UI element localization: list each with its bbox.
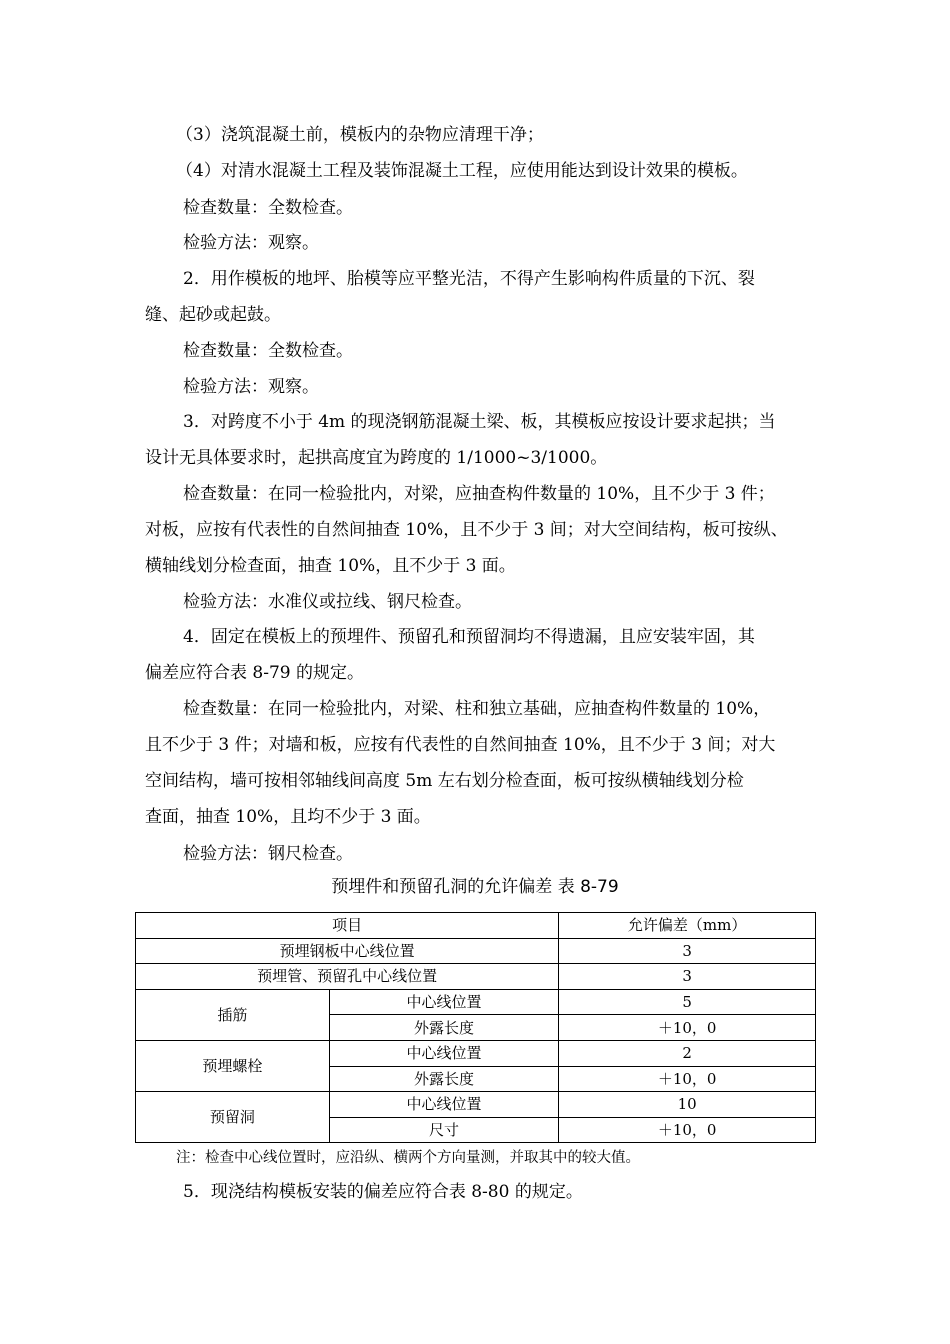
row-item: 预埋管、预留孔中心线位置 (136, 964, 559, 990)
row-group: 预留洞 (136, 1092, 330, 1143)
row-subitem: 中心线位置 (329, 1092, 559, 1118)
row-subitem: 中心线位置 (329, 989, 559, 1015)
tolerance-table (135, 912, 816, 1143)
table-row (136, 964, 816, 990)
row-value: ＋10，0 (559, 1066, 816, 1092)
paragraph-line: 检查数量：在同一检验批内，对梁，应抽查构件数量的 10%，且不少于 3 件； (183, 484, 775, 504)
paragraph-line: 对板，应按有代表性的自然间抽查 10%，且不少于 3 间；对大空间结构，板可按纵、 (145, 520, 788, 540)
row-value: 3 (559, 964, 816, 990)
row-value: 3 (559, 938, 816, 964)
paragraph-line: 检查数量：全数检查。 (183, 341, 353, 361)
paragraph-line: 检验方法：观察。 (183, 233, 319, 253)
paragraph-line: 4．固定在模板上的预埋件、预留孔和预留洞均不得遗漏，且应安装牢固，其 (183, 627, 755, 647)
table-note: 注：检查中心线位置时，应沿纵、横两个方向量测，并取其中的较大值。 (176, 1150, 640, 1166)
row-subitem: 尺寸 (329, 1117, 559, 1143)
row-value: ＋10，0 (559, 1015, 816, 1041)
table-row (136, 938, 816, 964)
table-row (136, 989, 816, 1015)
paragraph-line: （4）对清水混凝土工程及装饰混凝土工程，应使用能达到设计效果的模板。 (176, 161, 748, 181)
closing-paragraph: 5．现浇结构模板安装的偏差应符合表 8-80 的规定。 (183, 1182, 583, 1202)
paragraph-line: 查面，抽查 10%，且均不少于 3 面。 (145, 807, 431, 827)
row-subitem: 外露长度 (329, 1066, 559, 1092)
row-value: ＋10，0 (559, 1117, 816, 1143)
paragraph-line: 检查数量：全数检查。 (183, 198, 353, 218)
row-group: 预埋螺栓 (136, 1040, 330, 1091)
paragraph-line: 且不少于 3 件；对墙和板，应按有代表性的自然间抽查 10%，且不少于 3 间；对大 (145, 735, 776, 755)
paragraph-line: 设计无具体要求时，起拱高度宜为跨度的 1/1000~3/1000。 (145, 448, 608, 468)
header-item: 项目 (136, 913, 559, 939)
paragraph-line: 3．对跨度不小于 4m 的现浇钢筋混凝土梁、板，其模板应按设计要求起拱；当 (183, 412, 776, 432)
paragraph-line: 空间结构，墙可按相邻轴线间高度 5m 左右划分检查面，板可按纵横轴线划分检 (145, 771, 744, 791)
paragraph-line: 检验方法：观察。 (183, 377, 319, 397)
row-item: 预埋钢板中心线位置 (136, 938, 559, 964)
table-title: 预埋件和预留孔洞的允许偏差 表 8-79 (331, 877, 619, 897)
table-row (136, 1092, 816, 1118)
row-value: 2 (559, 1040, 816, 1066)
paragraph-line: 缝、起砂或起鼓。 (145, 305, 281, 325)
paragraph-line: 偏差应符合表 8-79 的规定。 (145, 663, 364, 683)
row-group: 插筋 (136, 989, 330, 1040)
header-deviation: 允许偏差（mm） (559, 913, 816, 939)
row-subitem: 外露长度 (329, 1015, 559, 1041)
paragraph-line: 检验方法：水准仪或拉线、钢尺检查。 (183, 592, 472, 612)
paragraph-line: 检查数量：在同一检验批内，对梁、柱和独立基础，应抽查构件数量的 10%， (183, 699, 771, 719)
paragraph-line: 检验方法：钢尺检查。 (183, 844, 353, 864)
table-header-row (136, 913, 816, 939)
row-subitem: 中心线位置 (329, 1040, 559, 1066)
paragraph-line: （3）浇筑混凝土前，模板内的杂物应清理干净； (176, 125, 544, 145)
paragraph-line: 横轴线划分检查面，抽查 10%，且不少于 3 面。 (145, 556, 516, 576)
row-value: 5 (559, 989, 816, 1015)
row-value: 10 (559, 1092, 816, 1118)
table-row (136, 1040, 816, 1066)
paragraph-line: 2．用作模板的地坪、胎模等应平整光洁，不得产生影响构件质量的下沉、裂 (183, 269, 755, 289)
